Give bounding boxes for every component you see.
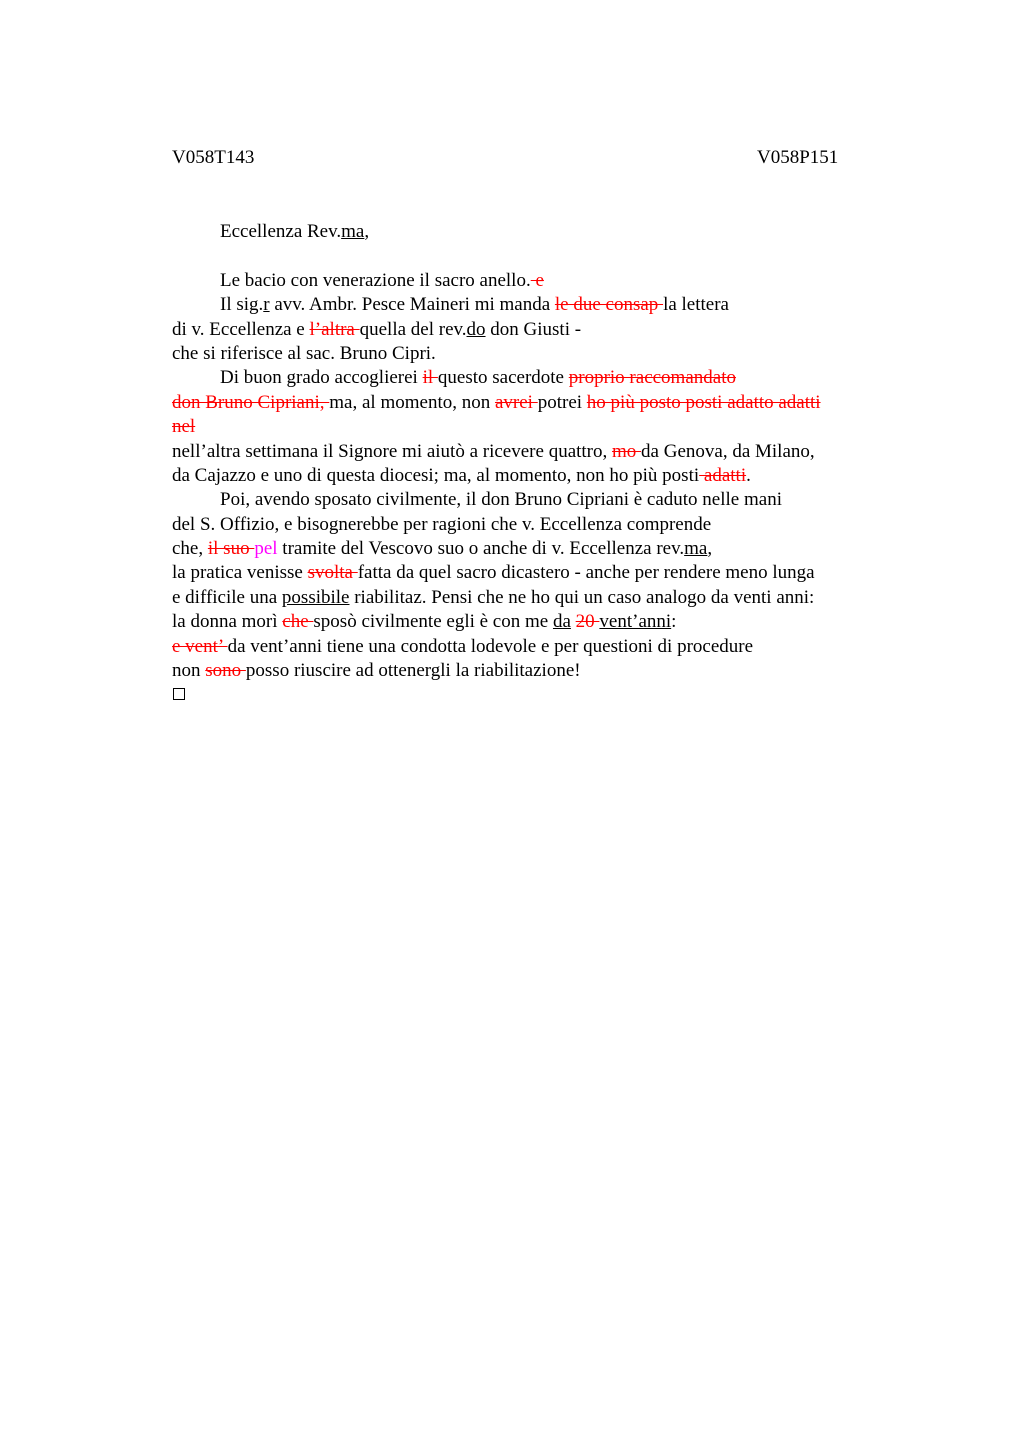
text-segment: quella del rev.	[359, 318, 467, 340]
underlined-text: ma	[684, 538, 708, 560]
text-segment: sposò civilmente egli è con me	[313, 611, 553, 633]
salutation	[172, 220, 892, 244]
text-segment: Le bacio con venerazione il sacro anello.	[220, 269, 531, 291]
text-segment: che si riferisce al sac. Bruno Cipri.	[172, 342, 436, 364]
underlined-text: da	[552, 611, 571, 633]
letter-line	[172, 561, 892, 585]
text-segment: del S. Offizio, e bisognerebbe per ragioni che v. Eccellenza comprende	[172, 513, 712, 535]
letter-line	[172, 342, 892, 366]
text-segment: :	[671, 611, 677, 633]
text-segment: e difficile una	[172, 586, 282, 608]
deleted-text: e vent’	[172, 635, 228, 657]
end-mark-line	[172, 683, 892, 707]
text-segment: tramite del Vescovo suo o anche di v. Eccellenza rev.	[277, 538, 685, 560]
letter-line	[172, 293, 892, 317]
deleted-text: avrei	[494, 391, 538, 413]
deleted-text: l’altra	[309, 318, 360, 340]
deleted-text: nel	[172, 416, 196, 438]
letter-body	[172, 220, 892, 708]
salutation-abbrev: ma	[341, 221, 365, 242]
letter-line	[172, 464, 892, 488]
salutation-text: Eccellenza Rev.	[220, 221, 342, 242]
text-segment: da vent’anni tiene una condotta lodevole e per questioni di procedure	[227, 635, 754, 657]
letter-line	[172, 537, 892, 561]
text-segment: non	[172, 660, 206, 682]
text-segment: .	[746, 464, 751, 486]
deleted-text: don Bruno Cipriani,	[172, 391, 330, 413]
text-segment: potrei	[537, 391, 587, 413]
text-segment: di v. Eccellenza e	[172, 318, 310, 340]
text-segment: ma, al momento, non	[329, 391, 495, 413]
letter-line	[172, 391, 892, 415]
text-segment: Il sig.	[220, 294, 264, 316]
underlined-text: vent’anni	[599, 611, 672, 633]
document-code-right: V058P151	[757, 147, 839, 168]
inserted-text: pel	[254, 538, 278, 560]
deleted-text: adatti	[699, 464, 747, 486]
empty-checkbox-icon	[173, 688, 185, 700]
text-segment: questo sacerdote	[437, 367, 569, 389]
deleted-text: il	[422, 367, 438, 389]
document-code-left: V058T143	[172, 147, 255, 168]
text-segment: ,	[707, 538, 713, 560]
underlined-text: do	[466, 318, 486, 340]
text-segment: da Cajazzo e uno di questa diocesi; ma, al momento, non ho più posti	[172, 464, 700, 486]
underlined-text: r	[263, 294, 270, 316]
letter-line	[172, 366, 892, 390]
letter-line	[172, 415, 892, 439]
letter-line	[172, 513, 892, 537]
deleted-text: sono	[205, 660, 246, 682]
text-segment: la pratica venisse	[172, 562, 308, 584]
deleted-text: che	[282, 611, 314, 633]
letter-line	[172, 318, 892, 342]
letter-line	[172, 659, 892, 683]
text-segment: posso riuscire ad ottenergli la riabilitazione!	[245, 660, 581, 682]
deleted-text: 20	[575, 611, 600, 633]
letter-line	[172, 610, 892, 634]
paragraph-gap	[172, 244, 892, 268]
deleted-text: mo	[612, 440, 642, 462]
deleted-text: ho più posto posti adatto adatti	[586, 391, 821, 413]
text-segment: che,	[172, 538, 208, 560]
text-segment: Poi, avendo sposato civilmente, il don Bruno Cipriani è caduto nelle mani	[220, 489, 782, 511]
salutation-punct: ,	[364, 221, 370, 242]
text-segment: Di buon grado accoglierei	[220, 367, 423, 389]
letter-line	[172, 269, 892, 293]
deleted-text: le due consap	[554, 294, 664, 316]
letter-line	[172, 440, 892, 464]
deleted-text: proprio raccomandato	[568, 367, 736, 389]
letter-line	[172, 488, 892, 512]
text-segment: nell’altra settimana il Signore mi aiutò a ricevere quattro,	[172, 440, 613, 462]
text-segment: avv. Ambr. Pesce Maineri mi manda	[269, 294, 555, 316]
text-segment: la lettera	[663, 294, 729, 316]
deleted-text: e	[530, 269, 544, 291]
deleted-text: svolta	[307, 562, 358, 584]
letter-line	[172, 586, 892, 610]
letter-line	[172, 635, 892, 659]
underlined-text: possibile	[281, 586, 350, 608]
text-segment: la donna morì	[172, 611, 283, 633]
text-segment: fatta da quel sacro dicastero - anche per rendere meno lunga	[357, 562, 815, 584]
text-segment: don Giusti -	[485, 318, 582, 340]
letter-lines	[172, 269, 892, 684]
text-segment: da Genova, da Milano,	[641, 440, 815, 462]
text-segment: riabilitaz. Pensi che ne ho qui un caso analogo da venti anni:	[349, 586, 815, 608]
deleted-text: il suo	[207, 538, 255, 560]
